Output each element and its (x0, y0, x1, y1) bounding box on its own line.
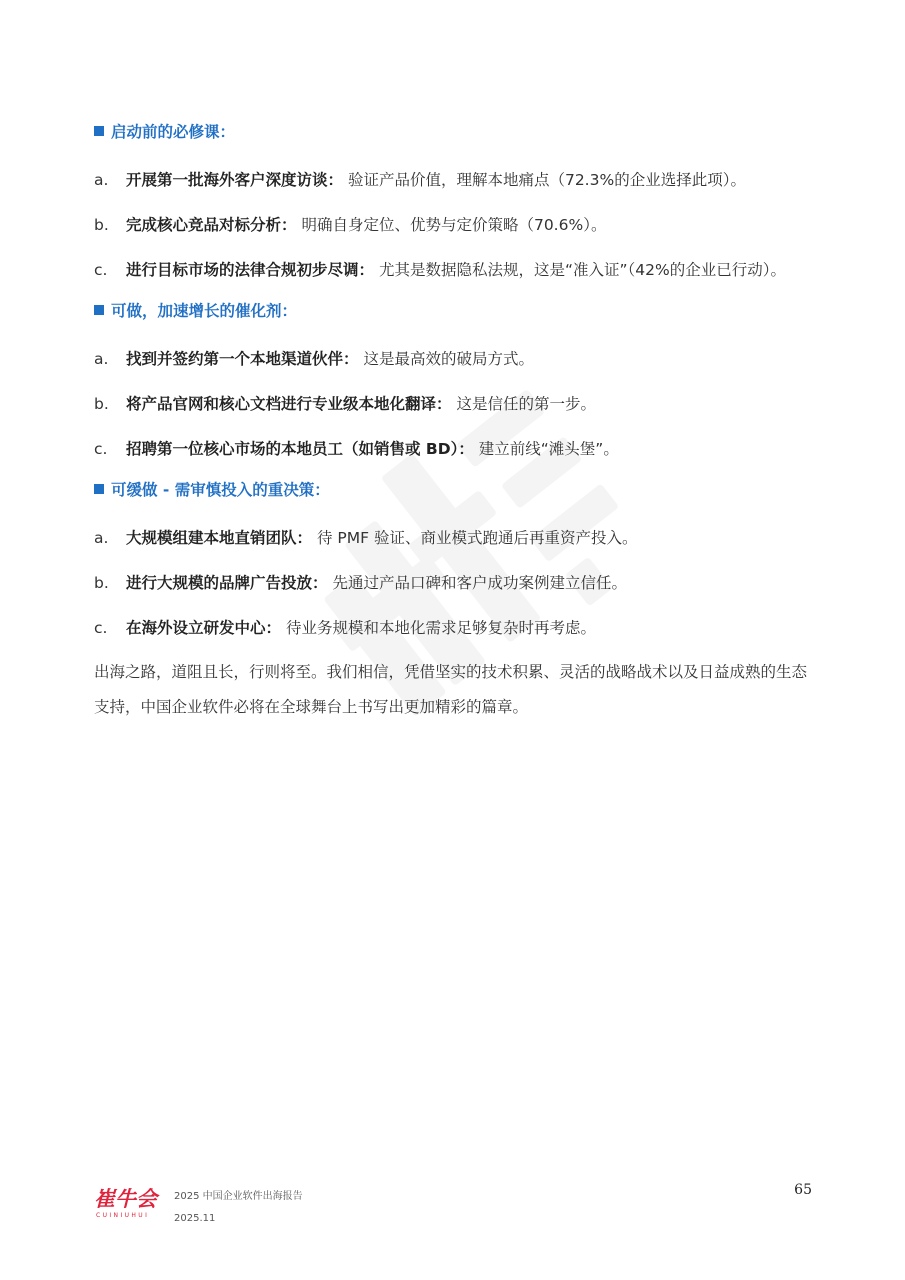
list-item-lead: 招聘第一位核心市场的本地员工（如销售或 BD）： (126, 440, 474, 458)
list-item-desc: 待 PMF 验证、商业模式跑通后再重资产投入。 (316, 529, 638, 547)
list-marker: c. (94, 261, 108, 279)
list-item (94, 252, 814, 288)
page-number: 65 (794, 1182, 812, 1198)
list-item (94, 341, 814, 377)
list-marker: a. (94, 350, 109, 368)
list-marker: a. (94, 529, 109, 547)
section-heading (94, 476, 814, 502)
list-item-lead: 进行大规模的品牌广告投放： (126, 574, 328, 592)
list-item-lead: 在海外设立研发中心： (126, 619, 282, 637)
list-marker: b. (94, 216, 109, 234)
section-can-do (94, 297, 814, 467)
list-item-body (126, 610, 814, 646)
list-item-body (126, 565, 814, 601)
list-item-desc: 尤其是数据隐私法规，这是“准入证”（42%的企业已行动）。 (378, 261, 786, 279)
list-item (94, 565, 814, 601)
conclusion-paragraph: 出海之路，道阻且长，行则将至。我们相信，凭借坚实的技术积累、灵活的战略战术以及日益成熟的生态支持，中国企业软件必将在全球舞台上书写出更加精彩的篇章。 (94, 663, 808, 716)
list-item-body (126, 341, 814, 377)
page-footer (94, 1182, 814, 1232)
list-item-body (126, 207, 814, 243)
report-title: 2025 中国企业软件出海报告 (174, 1191, 303, 1202)
list-item (94, 207, 814, 243)
list-item (94, 162, 814, 198)
list-item-body (126, 252, 814, 288)
list-item-lead: 进行目标市场的法律合规初步尽调： (126, 261, 375, 279)
list-item-desc: 明确自身定位、优势与定价策略（70.6%）。 (301, 216, 607, 234)
list-item-body (126, 162, 814, 198)
list-item-body (126, 520, 814, 556)
square-bullet-icon (94, 484, 104, 494)
list-marker: b. (94, 574, 109, 592)
main-content (94, 118, 814, 741)
list-item-body (126, 431, 814, 467)
square-bullet-icon (94, 305, 104, 315)
list-item-lead: 将产品官网和核心文档进行专业级本地化翻译： (126, 395, 452, 413)
list-item-lead: 完成核心竞品对标分析： (126, 216, 297, 234)
list-item-lead: 大规模组建本地直销团队： (126, 529, 313, 547)
cuiniuhui-logo (94, 1182, 164, 1222)
list-marker: b. (94, 395, 109, 413)
section-must-do (94, 118, 814, 288)
list-item-desc: 建立前线“滩头堡”。 (478, 440, 619, 458)
list-item (94, 386, 814, 422)
list-item-lead: 找到并签约第一个本地渠道伙伴： (126, 350, 359, 368)
list-item (94, 520, 814, 556)
section-heading-text: 可缓做 - 需审慎投入的重决策： (111, 481, 330, 499)
list-marker: c. (94, 440, 108, 458)
list-item-desc: 先通过产品口碑和客户成功案例建立信任。 (332, 574, 627, 592)
section-heading-text: 启动前的必修课： (111, 123, 236, 141)
list-item-desc: 这是最高效的破局方式。 (363, 350, 534, 368)
list-item-lead: 开展第一批海外客户深度访谈： (126, 171, 344, 189)
list-marker: a. (94, 171, 109, 189)
section-heading (94, 118, 814, 144)
report-date: 2025.11 (174, 1213, 216, 1224)
section-heading (94, 297, 814, 323)
list-item-body (126, 386, 814, 422)
section-heading-text: 可做，加速增长的催化剂： (111, 302, 298, 320)
list-item (94, 431, 814, 467)
list-item-desc: 这是信任的第一步。 (456, 395, 596, 413)
list-item-desc: 待业务规模和本地化需求足够复杂时再考虑。 (285, 619, 596, 637)
logo-text: 崔牛会 (94, 1187, 157, 1211)
logo-subtext: CUINIUHUI (96, 1212, 150, 1219)
list-marker: c. (94, 619, 108, 637)
list-item (94, 610, 814, 646)
square-bullet-icon (94, 126, 104, 136)
section-defer (94, 476, 814, 646)
footer-meta (174, 1186, 303, 1230)
list-item-desc: 验证产品价值，理解本地痛点（72.3%的企业选择此项）。 (347, 171, 746, 189)
